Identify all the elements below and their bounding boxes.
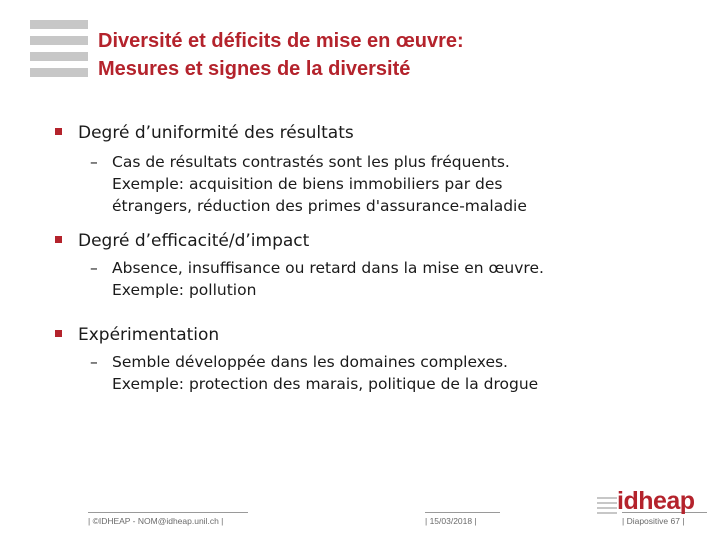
bullet-label: Degré d’efficacité/d’impact — [78, 231, 310, 251]
title-line-1: Diversité et déficits de mise en œuvre: — [98, 30, 464, 52]
footer — [0, 487, 720, 540]
title-line-2: Mesures et signes de la diversité — [98, 58, 411, 80]
sub-line: Semble développée dans les domaines complexes. — [112, 353, 508, 371]
footer-copyright: | ©IDHEAP - NOM@idheap.unil.ch | — [88, 516, 224, 526]
bullet-square-icon — [55, 128, 62, 135]
bullet-efficacite — [55, 231, 309, 251]
logo-bars-icon — [30, 20, 88, 78]
page-title — [98, 27, 698, 83]
bullet-experimentation — [55, 325, 219, 345]
sub-line: Exemple: pollution — [112, 281, 257, 299]
sub-line: Cas de résultats contrastés sont les plus fréquents. — [112, 153, 510, 171]
footer-divider — [88, 512, 248, 513]
bullet-uniformite — [55, 123, 354, 143]
brand-name: idheap — [617, 487, 695, 515]
sub-bullet-efficacite: – Absence, insuffisance ou retard dans la mise en œuvre. Exemple: pollution — [90, 259, 544, 299]
footer-slide-number: | Diapositive 67 | — [622, 516, 685, 526]
idheap-logo — [597, 487, 707, 521]
footer-date: | 15/03/2018 | — [425, 516, 477, 526]
sub-line: étrangers, réduction des primes d'assurance-maladie — [112, 197, 527, 215]
sub-bullet-experimentation: – Semble développée dans les domaines complexes. Exemple: protection des marais, politique de la drogue — [90, 353, 539, 393]
sub-line: Exemple: protection des marais, politique de la drogue — [112, 375, 539, 393]
footer-divider — [425, 512, 500, 513]
sub-line: Absence, insuffisance ou retard dans la mise en œuvre. — [112, 259, 544, 277]
sub-bullet-uniformite: – Cas de résultats contrastés sont les plus fréquents. Exemple: acquisition de biens immobiliers par des étrangers, réduction des primes d'assurance-maladie — [90, 153, 527, 215]
sub-line: Exemple: acquisition de biens immobiliers par des — [112, 175, 503, 193]
bullet-square-icon — [55, 236, 62, 243]
bullet-square-icon — [55, 330, 62, 337]
bullet-label: Expérimentation — [78, 325, 220, 345]
logo-lines-icon — [597, 497, 619, 517]
bullet-label: Degré d’uniformité des résultats — [78, 123, 354, 143]
